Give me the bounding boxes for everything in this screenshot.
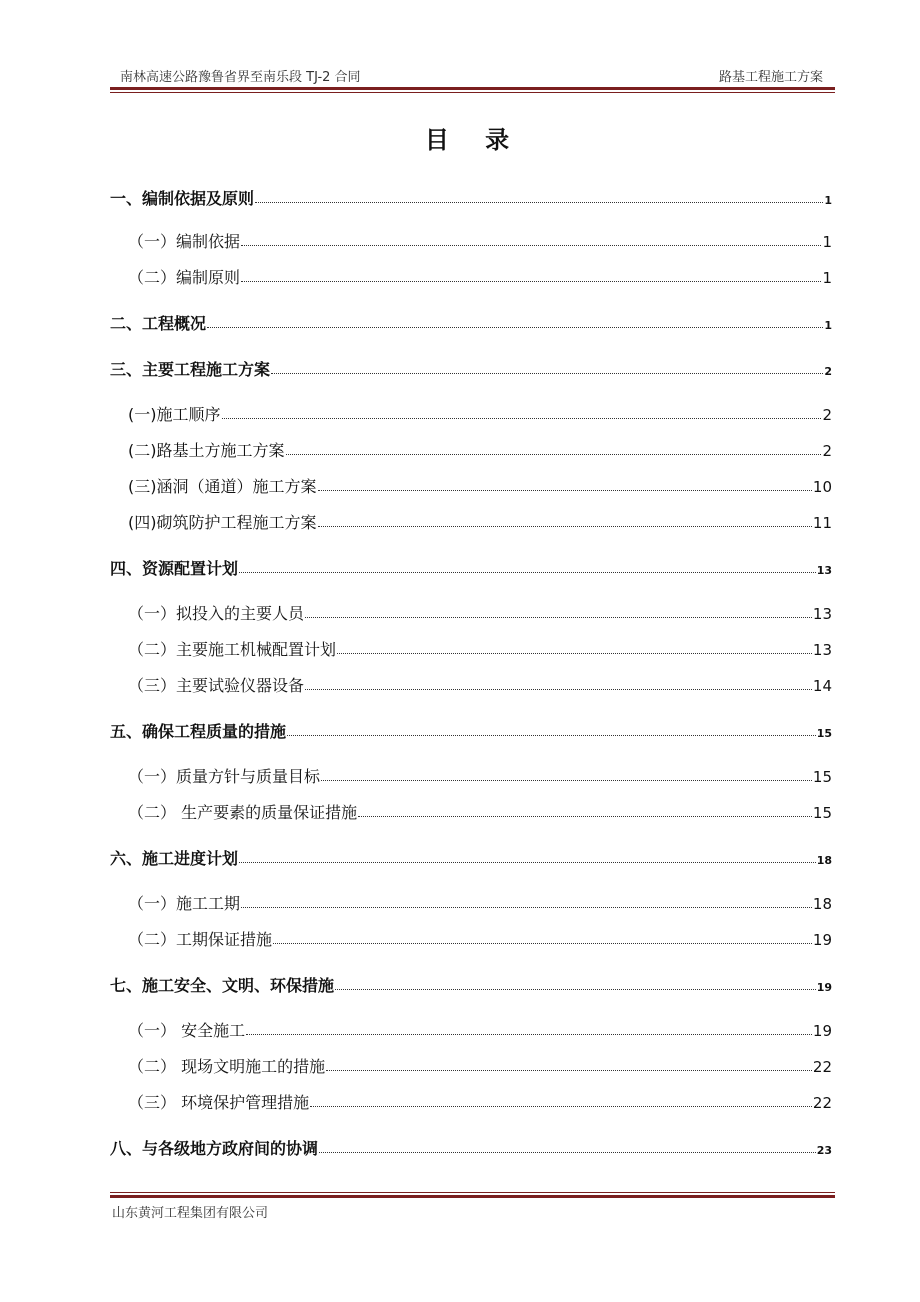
toc-dot-leader <box>287 734 816 736</box>
toc-entry-label: 一、编制依据及原则 <box>110 189 255 208</box>
toc-entry-section[interactable] <box>128 402 832 425</box>
toc-dot-leader <box>241 906 812 908</box>
toc-dot-leader <box>358 815 812 817</box>
toc-entry-page-number: 2 <box>822 406 832 424</box>
toc-entry-section[interactable] <box>128 927 832 950</box>
toc-entry-page-number: 11 <box>812 514 832 532</box>
toc-entry-section[interactable] <box>128 1054 832 1077</box>
toc-entry-label: （一）质量方针与质量目标 <box>128 767 321 786</box>
toc-dot-leader <box>286 453 822 455</box>
toc-dot-leader <box>335 988 816 990</box>
toc-entry-chapter[interactable] <box>110 556 832 579</box>
toc-entry-label: （一）拟投入的主要人员 <box>128 604 305 623</box>
toc-dot-leader <box>207 326 823 328</box>
toc-entry-label: 四、资源配置计划 <box>110 559 239 578</box>
toc-dot-leader <box>305 616 812 618</box>
toc-entry-section[interactable] <box>128 764 832 787</box>
toc-entry-section[interactable] <box>128 1018 832 1041</box>
toc-entry-page-number: 23 <box>816 1144 832 1157</box>
toc-entry-page-number: 15 <box>812 768 832 786</box>
toc-entry-section[interactable] <box>128 673 832 696</box>
toc-entry-chapter[interactable] <box>110 1136 832 1159</box>
toc-entry-page-number: 18 <box>812 895 832 913</box>
toc-entry-page-number: 13 <box>816 564 832 577</box>
toc-entry-page-number: 22 <box>812 1094 832 1112</box>
toc-entry-section[interactable] <box>128 474 832 497</box>
toc-entry-section[interactable] <box>128 265 832 288</box>
toc-entry-label: （二） 生产要素的质量保证措施 <box>128 803 358 822</box>
toc-entry-page-number: 1 <box>824 319 832 332</box>
toc-entry-page-number: 1 <box>822 269 832 287</box>
toc-entry-chapter[interactable] <box>110 846 832 869</box>
toc-entry-section[interactable] <box>128 1090 832 1113</box>
toc-entry-page-number: 2 <box>822 442 832 460</box>
toc-entry-label: （一） 安全施工 <box>128 1021 246 1040</box>
toc-entry-page-number: 1 <box>822 233 832 251</box>
toc-entry-label: 六、施工进度计划 <box>110 849 239 868</box>
toc-entry-page-number: 2 <box>824 365 832 378</box>
toc-entry-section[interactable] <box>128 438 832 461</box>
footer-company-name: 山东黄河工程集团有限公司 <box>112 1206 269 1221</box>
toc-entry-page-number: 22 <box>812 1058 832 1076</box>
toc-entry-label: (四)砌筑防护工程施工方案 <box>128 513 317 532</box>
toc-dot-leader <box>246 1033 812 1035</box>
toc-entry-section[interactable] <box>128 891 832 914</box>
toc-dot-leader <box>241 280 821 282</box>
toc-dot-leader <box>239 571 816 573</box>
toc-entry-page-number: 19 <box>816 981 832 994</box>
toc-entry-label: (三)涵洞（通道）施工方案 <box>128 477 317 496</box>
toc-entry-page-number: 10 <box>812 478 832 496</box>
toc-entry-label: (二)路基土方施工方案 <box>128 441 285 460</box>
footer-rule-thick <box>110 1195 835 1198</box>
toc-entry-page-number: 18 <box>816 854 832 867</box>
toc-entry-label: (一)施工顺序 <box>128 405 221 424</box>
toc-entry-section[interactable] <box>128 800 832 823</box>
toc-entry-page-number: 13 <box>812 605 832 623</box>
toc-dot-leader <box>318 489 812 491</box>
toc-entry-section[interactable] <box>128 601 832 624</box>
toc-entry-page-number: 14 <box>812 677 832 695</box>
toc-dot-leader <box>241 244 821 246</box>
toc-entry-chapter[interactable] <box>110 357 832 380</box>
toc-entry-label: 二、工程概况 <box>110 314 207 333</box>
toc-entry-chapter[interactable] <box>110 973 832 996</box>
header-document-title: 路基工程施工方案 <box>718 70 823 85</box>
toc-entry-label: （二）工期保证措施 <box>128 930 273 949</box>
toc-entry-page-number: 13 <box>812 641 832 659</box>
header-project-name: 南林高速公路豫鲁省界至南乐段 TJ-2 合同 <box>120 70 361 85</box>
page-header <box>110 66 835 88</box>
toc-entry-chapter[interactable] <box>110 719 832 742</box>
toc-entry-section[interactable] <box>128 510 832 533</box>
page-title: 目 录 <box>424 126 524 154</box>
toc-dot-leader <box>310 1105 812 1107</box>
toc-entry-page-number: 19 <box>812 1022 832 1040</box>
toc-dot-leader <box>318 525 812 527</box>
toc-dot-leader <box>222 417 822 419</box>
header-rule-thick <box>110 87 835 90</box>
toc-entry-label: （一）施工工期 <box>128 894 241 913</box>
toc-entry-section[interactable] <box>128 637 832 660</box>
toc-dot-leader <box>321 779 812 781</box>
toc-dot-leader <box>319 1151 816 1153</box>
footer-rule-thin <box>110 1192 835 1193</box>
toc-dot-leader <box>273 942 812 944</box>
toc-dot-leader <box>255 201 823 203</box>
toc-dot-leader <box>326 1069 812 1071</box>
toc-entry-label: 八、与各级地方政府间的协调 <box>110 1139 319 1158</box>
toc-entry-label: （一）编制依据 <box>128 232 241 251</box>
toc-dot-leader <box>239 861 816 863</box>
toc-entry-label: 七、施工安全、文明、环保措施 <box>110 976 335 995</box>
toc-dot-leader <box>337 652 812 654</box>
toc-entry-page-number: 15 <box>816 727 832 740</box>
toc-entry-label: （三）主要试验仪器设备 <box>128 676 305 695</box>
toc-entry-label: （二）主要施工机械配置计划 <box>128 640 337 659</box>
toc-dot-leader <box>271 372 823 374</box>
toc-entry-section[interactable] <box>128 229 832 252</box>
toc-entry-label: （二）编制原则 <box>128 268 241 287</box>
toc-entry-page-number: 15 <box>812 804 832 822</box>
toc-entry-label: 三、主要工程施工方案 <box>110 360 271 379</box>
toc-dot-leader <box>305 688 812 690</box>
toc-entry-label: 五、确保工程质量的措施 <box>110 722 287 741</box>
header-rule-thin <box>110 92 835 93</box>
toc-entry-page-number: 1 <box>824 194 832 207</box>
toc-entry-label: （二） 现场文明施工的措施 <box>128 1057 326 1076</box>
toc-entry-chapter[interactable] <box>110 186 832 209</box>
toc-entry-label: （三） 环境保护管理措施 <box>128 1093 310 1112</box>
toc-entry-page-number: 19 <box>812 931 832 949</box>
toc-entry-chapter[interactable] <box>110 311 832 334</box>
